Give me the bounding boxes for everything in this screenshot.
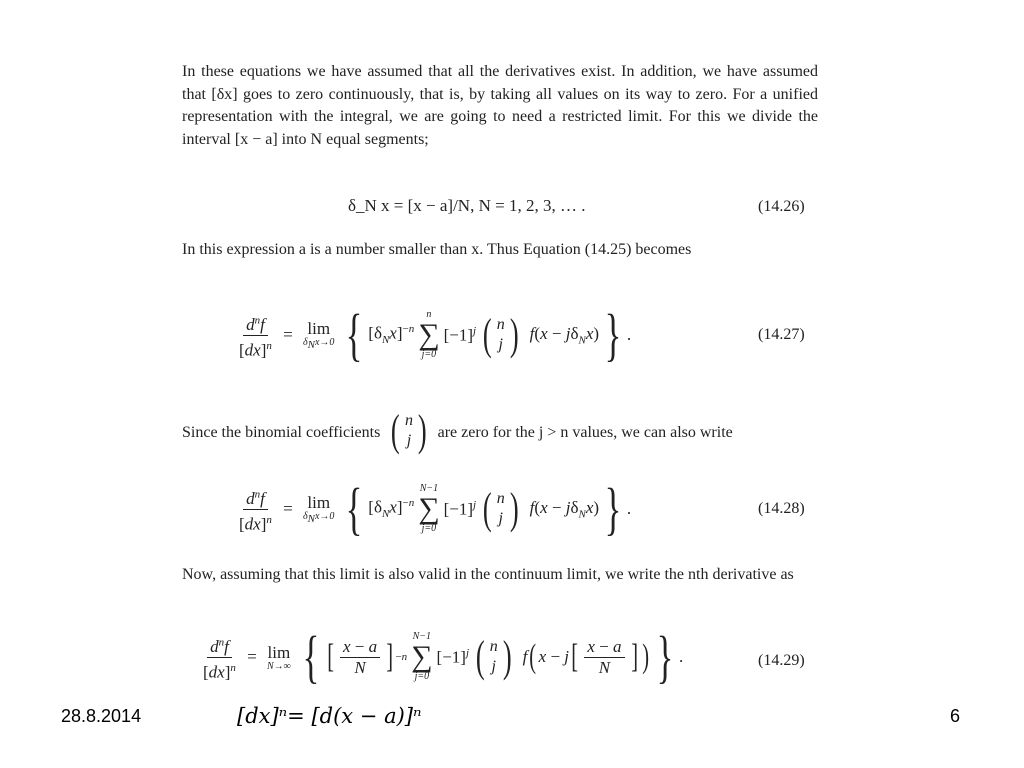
derivative-fraction: $\frac{d^nf}{[dx]^n}$ xyxy=(236,310,275,360)
summation-operator: N−1 ∑ j=0 xyxy=(418,483,440,534)
binomial-coefficient: ( n j ) xyxy=(483,310,519,359)
equation-number-14-28: (14.28) xyxy=(758,500,805,517)
limit-operator: lim $\delta_Nx\to 0$ xyxy=(302,319,335,351)
paragraph-binomial-after: are zero for the j > n values, we can also write xyxy=(437,424,733,441)
equation-14-26-body: δ_N x = [x − a]/N, N = 1, 2, 3, … . xyxy=(348,196,586,215)
paragraph-continuum-limit: Now, assuming that this limit is also valid in the continuum limit, we write the nth derivative as xyxy=(182,566,794,583)
summation-operator: N−1 ∑ j=0 xyxy=(411,631,433,682)
equation-14-29: $\frac{d^nf}{[dx]^n}$ = lim N→∞ { [ $\frac{x - a}{N}$ ] −n N−1 ∑ j=0 $[-1]^j$ ( n j ) f ( x − j [ $\frac{x - a}{N}$ ] ) } . xyxy=(196,622,683,692)
binomial-coefficient: ( n j ) xyxy=(475,632,512,681)
equation-number-14-26: (14.26) xyxy=(758,198,805,215)
equation-number-14-29: (14.29) xyxy=(758,652,805,669)
limit-operator: lim N→∞ xyxy=(266,642,291,672)
derivative-fraction: $\frac{d^nf}{[dx]^n}$ xyxy=(200,632,239,682)
paragraph-binomial-coefficients xyxy=(182,401,818,455)
derivative-fraction: $\frac{d^nf}{[dx]^n}$ xyxy=(236,484,275,534)
footer-date: 28.8.2014 xyxy=(61,706,142,726)
binomial-inline: ( n j ) xyxy=(391,406,427,455)
segment-fraction: $\frac{x - a}{N}$ xyxy=(340,637,380,678)
segment-fraction: $\frac{x - a}{N}$ xyxy=(584,637,624,678)
footer-page-number: 6 xyxy=(950,706,961,726)
equation-14-26 xyxy=(348,196,585,216)
equation-number-14-27: (14.27) xyxy=(758,326,805,343)
equation-14-27: $\frac{d^nf}{[dx]^n}$ = lim $\delta_Nx\to 0$ { $[\delta_Nx]^{-n}$ n ∑ j=0 $[-1]^j$ ( n j ) $f(x - j\delta_Nx)$ } . xyxy=(232,302,631,368)
binomial-coefficient: ( n j ) xyxy=(483,484,519,533)
footer-equation: [dx]ⁿ= [d(x − a)]ⁿ xyxy=(237,704,422,728)
paragraph-expression-a: In this expression a is a number smaller than x. Thus Equation (14.25) becomes xyxy=(182,241,692,258)
limit-operator: lim $\delta_Nx\to 0$ xyxy=(302,493,335,525)
equation-14-28: $\frac{d^nf}{[dx]^n}$ = lim $\delta_Nx\to 0$ { $[\delta_Nx]^{-n}$ N−1 ∑ j=0 $[-1]^j$ ( n j ) $f(x - j\delta_Nx)$ } . xyxy=(232,476,631,542)
summation-operator: n ∑ j=0 xyxy=(418,309,440,360)
paragraph-limit-definition: In these equations we have assumed that all the derivatives exist. In addition, we have assumed that [δx] goes to zero continuously, that is, by taking all values on its way to zero. For a unified representation with the integral, we are going to need a restricted limit. For this we divide the interval [x − a] into N equal segments; xyxy=(182,63,818,148)
paragraph-binomial-before: Since the binomial coefficients xyxy=(182,424,381,441)
